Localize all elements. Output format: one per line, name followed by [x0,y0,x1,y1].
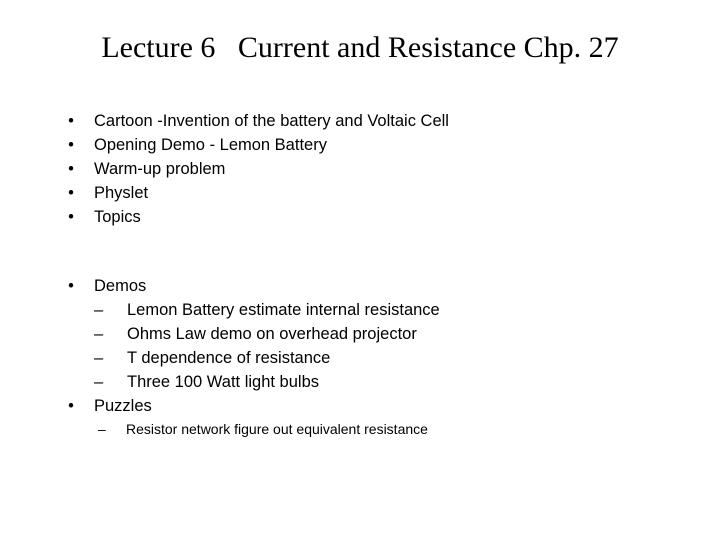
sub-item-text: Resistor network figure out equivalent resistance [126,421,428,437]
dash-icon: – [94,325,104,343]
bullet-text: Opening Demo - Lemon Battery [94,136,327,154]
dash-icon: – [94,373,104,391]
bullet-icon: • [68,397,74,415]
slide-title: Lecture 6 Current and Resistance Chp. 27 [101,31,619,64]
bullet-text: Topics [94,208,141,226]
dash-icon: – [94,349,104,367]
bullet-text: Warm-up problem [94,160,226,178]
dash-icon: – [98,421,106,437]
sub-item-text: T dependence of resistance [127,349,331,367]
sub-item-text: Ohms Law demo on overhead projector [127,325,417,343]
dash-icon: – [94,301,104,319]
bullet-text: Cartoon -Invention of the battery and Voltaic Cell [94,112,449,130]
bullet-icon: • [68,208,74,226]
bullet-icon: • [68,184,74,202]
sub-item-text: Lemon Battery estimate internal resistance [127,301,440,319]
sub-item-text: Three 100 Watt light bulbs [127,373,319,391]
bullet-text: Demos [94,277,147,295]
bullet-text: Puzzles [94,397,152,415]
bullet-icon: • [68,277,74,295]
bullet-icon: • [68,160,74,178]
bullet-icon: • [68,112,74,130]
bullet-text: Physlet [94,184,149,202]
bullet-icon: • [68,136,74,154]
